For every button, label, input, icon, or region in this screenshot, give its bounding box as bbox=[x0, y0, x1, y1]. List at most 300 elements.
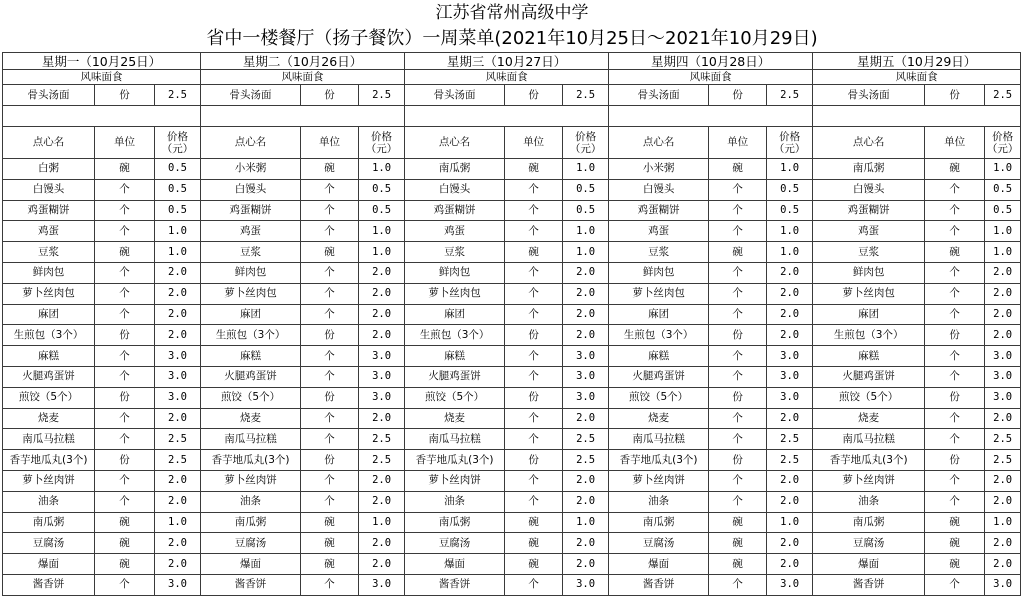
menu-title: 省中一楼餐厅（扬子餐饮）一周菜单(2021年10月25日～2021年10月29日) bbox=[206, 28, 818, 49]
item-unit: 份 bbox=[505, 450, 563, 471]
item-name: 萝卜丝肉包 bbox=[3, 283, 95, 304]
item-name: 鲜肉包 bbox=[3, 262, 95, 283]
item-unit: 份 bbox=[709, 325, 767, 346]
item-price: 0.5 bbox=[359, 200, 405, 221]
item-name: 白馒头 bbox=[609, 179, 709, 200]
item-name: 酱香饼 bbox=[405, 574, 505, 595]
item-price: 2.0 bbox=[985, 262, 1021, 283]
item-name: 煎饺（5个） bbox=[813, 387, 925, 408]
item-unit: 份 bbox=[925, 85, 985, 106]
item-name: 南瓜粥 bbox=[201, 512, 301, 533]
item-unit: 个 bbox=[505, 221, 563, 242]
item-unit: 个 bbox=[301, 179, 359, 200]
item-name: 鸡蛋糊饼 bbox=[3, 200, 95, 221]
menu-item-row bbox=[3, 574, 1021, 595]
column-header-name: 点心名 bbox=[201, 127, 301, 159]
category-label: 风味面食 bbox=[3, 70, 201, 85]
item-unit: 个 bbox=[505, 429, 563, 450]
item-name: 麻团 bbox=[813, 304, 925, 325]
item-name: 南瓜马拉糕 bbox=[405, 429, 505, 450]
item-price: 1.0 bbox=[359, 242, 405, 263]
item-price: 0.5 bbox=[155, 159, 201, 180]
item-unit: 碗 bbox=[301, 159, 359, 180]
item-unit: 个 bbox=[925, 200, 985, 221]
item-name: 生煎包（3个） bbox=[3, 325, 95, 346]
item-price: 2.0 bbox=[155, 304, 201, 325]
item-name: 小米粥 bbox=[609, 159, 709, 180]
item-price: 2.0 bbox=[155, 408, 201, 429]
item-name: 南瓜马拉糕 bbox=[609, 429, 709, 450]
item-name: 豆腐汤 bbox=[609, 533, 709, 554]
item-unit: 份 bbox=[301, 85, 359, 106]
item-name: 生煎包（3个） bbox=[405, 325, 505, 346]
menu-item-row bbox=[3, 387, 1021, 408]
item-name: 麻糕 bbox=[813, 346, 925, 367]
item-price: 0.5 bbox=[155, 200, 201, 221]
item-unit: 碗 bbox=[925, 554, 985, 575]
item-unit: 份 bbox=[95, 450, 155, 471]
item-name: 白馒头 bbox=[405, 179, 505, 200]
item-price: 3.0 bbox=[767, 387, 813, 408]
item-name: 鲜肉包 bbox=[609, 262, 709, 283]
item-unit: 份 bbox=[709, 450, 767, 471]
item-price: 2.0 bbox=[563, 325, 609, 346]
item-price: 2.0 bbox=[155, 325, 201, 346]
item-name: 爆面 bbox=[609, 554, 709, 575]
item-unit: 份 bbox=[709, 85, 767, 106]
item-name: 麻糕 bbox=[609, 346, 709, 367]
blank-cell bbox=[813, 106, 1021, 127]
item-name: 鸡蛋 bbox=[3, 221, 95, 242]
item-price: 2.5 bbox=[985, 429, 1021, 450]
item-name: 白馒头 bbox=[201, 179, 301, 200]
menu-item-row bbox=[3, 283, 1021, 304]
item-unit: 个 bbox=[709, 283, 767, 304]
item-unit: 碗 bbox=[709, 242, 767, 263]
item-price: 1.0 bbox=[767, 159, 813, 180]
item-name: 豆腐汤 bbox=[3, 533, 95, 554]
item-unit: 个 bbox=[301, 491, 359, 512]
day-header: 星期四（10月28日） bbox=[609, 53, 813, 70]
item-name: 香芋地瓜丸(3个) bbox=[3, 450, 95, 471]
item-name: 南瓜粥 bbox=[609, 512, 709, 533]
day-header: 星期五（10月29日） bbox=[813, 53, 1021, 70]
item-price: 2.0 bbox=[767, 262, 813, 283]
item-unit: 份 bbox=[301, 387, 359, 408]
bone-soup-row bbox=[3, 85, 1021, 106]
menu-item-row bbox=[3, 262, 1021, 283]
item-name: 麻团 bbox=[201, 304, 301, 325]
blank-row bbox=[3, 106, 1021, 127]
item-name: 火腿鸡蛋饼 bbox=[813, 366, 925, 387]
item-price: 3.0 bbox=[563, 387, 609, 408]
item-unit: 个 bbox=[505, 408, 563, 429]
item-name: 骨头汤面 bbox=[405, 85, 505, 106]
item-price: 3.0 bbox=[767, 574, 813, 595]
menu-item-row bbox=[3, 533, 1021, 554]
item-name: 南瓜粥 bbox=[813, 512, 925, 533]
item-price: 2.0 bbox=[155, 470, 201, 491]
item-name: 爆面 bbox=[201, 554, 301, 575]
item-price: 1.0 bbox=[563, 512, 609, 533]
item-unit: 个 bbox=[709, 574, 767, 595]
item-unit: 个 bbox=[301, 283, 359, 304]
item-name: 酱香饼 bbox=[813, 574, 925, 595]
item-unit: 个 bbox=[95, 470, 155, 491]
column-header-price: 价格（元） bbox=[155, 127, 201, 159]
item-price: 0.5 bbox=[359, 179, 405, 200]
item-price: 1.0 bbox=[563, 221, 609, 242]
item-name: 小米粥 bbox=[201, 159, 301, 180]
item-unit: 个 bbox=[709, 366, 767, 387]
item-name: 鸡蛋糊饼 bbox=[201, 200, 301, 221]
item-unit: 个 bbox=[505, 491, 563, 512]
item-name: 油条 bbox=[609, 491, 709, 512]
item-name: 煎饺（5个） bbox=[609, 387, 709, 408]
item-name: 南瓜粥 bbox=[3, 512, 95, 533]
item-name: 豆浆 bbox=[609, 242, 709, 263]
item-unit: 碗 bbox=[95, 554, 155, 575]
column-header-unit: 单位 bbox=[709, 127, 767, 159]
category-label: 风味面食 bbox=[405, 70, 609, 85]
menu-item-row bbox=[3, 429, 1021, 450]
item-price: 2.0 bbox=[359, 491, 405, 512]
item-price: 2.0 bbox=[767, 325, 813, 346]
item-price: 2.0 bbox=[563, 304, 609, 325]
item-unit: 份 bbox=[95, 325, 155, 346]
item-price: 2.5 bbox=[563, 450, 609, 471]
item-price: 2.0 bbox=[155, 533, 201, 554]
item-name: 香芋地瓜丸(3个) bbox=[405, 450, 505, 471]
item-unit: 个 bbox=[925, 283, 985, 304]
blank-cell bbox=[609, 106, 813, 127]
item-price: 2.0 bbox=[563, 554, 609, 575]
item-name: 香芋地瓜丸(3个) bbox=[813, 450, 925, 471]
item-unit: 个 bbox=[925, 408, 985, 429]
item-unit: 个 bbox=[709, 408, 767, 429]
item-unit: 碗 bbox=[709, 533, 767, 554]
item-price: 2.0 bbox=[359, 408, 405, 429]
item-name: 萝卜丝肉包 bbox=[405, 283, 505, 304]
item-name: 油条 bbox=[813, 491, 925, 512]
item-unit: 份 bbox=[505, 85, 563, 106]
column-header-name: 点心名 bbox=[609, 127, 709, 159]
item-price: 2.0 bbox=[985, 325, 1021, 346]
item-unit: 个 bbox=[925, 179, 985, 200]
item-name: 豆腐汤 bbox=[813, 533, 925, 554]
item-name: 鸡蛋糊饼 bbox=[813, 200, 925, 221]
item-price: 3.0 bbox=[359, 574, 405, 595]
item-name: 白馒头 bbox=[3, 179, 95, 200]
item-name: 烧麦 bbox=[813, 408, 925, 429]
item-unit: 碗 bbox=[301, 554, 359, 575]
item-unit: 碗 bbox=[95, 242, 155, 263]
item-unit: 个 bbox=[301, 304, 359, 325]
item-price: 3.0 bbox=[563, 346, 609, 367]
item-price: 2.0 bbox=[155, 554, 201, 575]
school-name: 江苏省常州高级中学 bbox=[435, 3, 589, 23]
item-unit: 个 bbox=[505, 283, 563, 304]
item-price: 2.0 bbox=[985, 283, 1021, 304]
item-name: 麻团 bbox=[609, 304, 709, 325]
item-unit: 个 bbox=[709, 200, 767, 221]
item-name: 鲜肉包 bbox=[201, 262, 301, 283]
item-price: 2.0 bbox=[767, 554, 813, 575]
item-name: 火腿鸡蛋饼 bbox=[405, 366, 505, 387]
item-price: 1.0 bbox=[359, 512, 405, 533]
item-name: 南瓜粥 bbox=[405, 512, 505, 533]
item-name: 爆面 bbox=[3, 554, 95, 575]
item-name: 骨头汤面 bbox=[3, 85, 95, 106]
item-unit: 个 bbox=[925, 346, 985, 367]
item-name: 萝卜丝肉饼 bbox=[3, 470, 95, 491]
item-name: 麻糕 bbox=[201, 346, 301, 367]
item-unit: 个 bbox=[505, 574, 563, 595]
item-price: 2.0 bbox=[767, 491, 813, 512]
item-name: 鲜肉包 bbox=[813, 262, 925, 283]
item-unit: 个 bbox=[505, 470, 563, 491]
item-name: 火腿鸡蛋饼 bbox=[201, 366, 301, 387]
item-name: 南瓜粥 bbox=[813, 159, 925, 180]
item-price: 0.5 bbox=[767, 200, 813, 221]
column-header-name: 点心名 bbox=[3, 127, 95, 159]
menu-item-row bbox=[3, 554, 1021, 575]
menu-item-row bbox=[3, 491, 1021, 512]
item-unit: 个 bbox=[301, 470, 359, 491]
column-header-unit: 单位 bbox=[925, 127, 985, 159]
item-price: 2.0 bbox=[155, 283, 201, 304]
item-unit: 碗 bbox=[925, 242, 985, 263]
item-name: 豆腐汤 bbox=[201, 533, 301, 554]
item-unit: 个 bbox=[301, 262, 359, 283]
item-price: 2.5 bbox=[359, 429, 405, 450]
item-unit: 份 bbox=[709, 387, 767, 408]
item-price: 3.0 bbox=[359, 346, 405, 367]
column-header-name: 点心名 bbox=[813, 127, 925, 159]
item-name: 萝卜丝肉饼 bbox=[405, 470, 505, 491]
item-price: 0.5 bbox=[767, 179, 813, 200]
item-price: 1.0 bbox=[359, 159, 405, 180]
item-name: 萝卜丝肉饼 bbox=[201, 470, 301, 491]
item-unit: 碗 bbox=[505, 512, 563, 533]
menu-item-row bbox=[3, 366, 1021, 387]
item-price: 0.5 bbox=[985, 200, 1021, 221]
item-price: 2.5 bbox=[359, 450, 405, 471]
category-row bbox=[3, 70, 1021, 85]
blank-cell bbox=[405, 106, 609, 127]
item-unit: 个 bbox=[709, 304, 767, 325]
item-unit: 个 bbox=[95, 179, 155, 200]
item-unit: 个 bbox=[505, 366, 563, 387]
item-unit: 个 bbox=[925, 221, 985, 242]
item-price: 3.0 bbox=[155, 574, 201, 595]
item-unit: 碗 bbox=[505, 159, 563, 180]
day-header: 星期二（10月26日） bbox=[201, 53, 405, 70]
column-header-unit: 单位 bbox=[301, 127, 359, 159]
item-name: 香芋地瓜丸(3个) bbox=[609, 450, 709, 471]
item-unit: 份 bbox=[95, 387, 155, 408]
item-unit: 个 bbox=[95, 366, 155, 387]
item-unit: 个 bbox=[709, 179, 767, 200]
item-name: 豆腐汤 bbox=[405, 533, 505, 554]
day-header-row bbox=[3, 53, 1021, 70]
item-unit: 碗 bbox=[301, 512, 359, 533]
menu-item-row bbox=[3, 450, 1021, 471]
item-name: 麻团 bbox=[405, 304, 505, 325]
item-name: 豆浆 bbox=[201, 242, 301, 263]
item-unit: 份 bbox=[95, 85, 155, 106]
item-unit: 碗 bbox=[505, 554, 563, 575]
item-unit: 个 bbox=[95, 408, 155, 429]
menu-item-row bbox=[3, 512, 1021, 533]
item-price: 2.5 bbox=[563, 429, 609, 450]
item-unit: 碗 bbox=[925, 159, 985, 180]
item-price: 1.0 bbox=[985, 512, 1021, 533]
item-name: 鸡蛋 bbox=[609, 221, 709, 242]
item-price: 2.5 bbox=[767, 85, 813, 106]
item-name: 萝卜丝肉饼 bbox=[609, 470, 709, 491]
item-unit: 个 bbox=[301, 429, 359, 450]
item-unit: 个 bbox=[709, 262, 767, 283]
item-name: 煎饺（5个） bbox=[201, 387, 301, 408]
item-unit: 份 bbox=[505, 325, 563, 346]
item-unit: 碗 bbox=[301, 242, 359, 263]
item-name: 香芋地瓜丸(3个) bbox=[201, 450, 301, 471]
item-price: 2.5 bbox=[767, 450, 813, 471]
item-unit: 个 bbox=[301, 346, 359, 367]
item-price: 3.0 bbox=[563, 574, 609, 595]
menu-item-row bbox=[3, 179, 1021, 200]
item-unit: 个 bbox=[925, 491, 985, 512]
item-price: 2.5 bbox=[155, 85, 201, 106]
category-label: 风味面食 bbox=[201, 70, 405, 85]
item-price: 1.0 bbox=[767, 242, 813, 263]
item-price: 3.0 bbox=[563, 366, 609, 387]
item-price: 1.0 bbox=[563, 159, 609, 180]
item-unit: 个 bbox=[95, 200, 155, 221]
item-price: 3.0 bbox=[985, 574, 1021, 595]
item-name: 油条 bbox=[3, 491, 95, 512]
item-price: 2.5 bbox=[985, 450, 1021, 471]
item-name: 骨头汤面 bbox=[609, 85, 709, 106]
item-unit: 碗 bbox=[505, 533, 563, 554]
item-unit: 个 bbox=[709, 346, 767, 367]
item-unit: 个 bbox=[505, 262, 563, 283]
item-unit: 碗 bbox=[709, 554, 767, 575]
item-name: 生煎包（3个） bbox=[201, 325, 301, 346]
item-price: 2.5 bbox=[767, 429, 813, 450]
item-name: 鸡蛋 bbox=[201, 221, 301, 242]
item-unit: 个 bbox=[301, 574, 359, 595]
item-price: 2.0 bbox=[985, 533, 1021, 554]
item-price: 3.0 bbox=[985, 387, 1021, 408]
item-unit: 碗 bbox=[925, 512, 985, 533]
category-label: 风味面食 bbox=[609, 70, 813, 85]
column-header-price: 价格（元） bbox=[985, 127, 1021, 159]
item-name: 煎饺（5个） bbox=[3, 387, 95, 408]
item-name: 油条 bbox=[201, 491, 301, 512]
item-price: 1.0 bbox=[985, 221, 1021, 242]
item-unit: 个 bbox=[925, 470, 985, 491]
item-name: 鸡蛋糊饼 bbox=[405, 200, 505, 221]
menu-item-row bbox=[3, 221, 1021, 242]
weekly-menu-table bbox=[2, 52, 1021, 596]
item-price: 1.0 bbox=[359, 221, 405, 242]
item-name: 烧麦 bbox=[3, 408, 95, 429]
item-price: 2.0 bbox=[155, 262, 201, 283]
item-name: 豆浆 bbox=[405, 242, 505, 263]
column-header-name: 点心名 bbox=[405, 127, 505, 159]
item-unit: 份 bbox=[925, 387, 985, 408]
item-unit: 个 bbox=[95, 491, 155, 512]
item-unit: 个 bbox=[95, 304, 155, 325]
item-name: 酱香饼 bbox=[201, 574, 301, 595]
item-price: 2.0 bbox=[985, 304, 1021, 325]
item-price: 2.0 bbox=[767, 283, 813, 304]
item-price: 1.0 bbox=[767, 221, 813, 242]
item-price: 2.0 bbox=[359, 304, 405, 325]
item-price: 2.0 bbox=[985, 470, 1021, 491]
item-price: 0.5 bbox=[563, 179, 609, 200]
item-price: 2.0 bbox=[359, 554, 405, 575]
item-name: 爆面 bbox=[405, 554, 505, 575]
item-price: 2.0 bbox=[767, 470, 813, 491]
menu-item-row bbox=[3, 304, 1021, 325]
menu-item-row bbox=[3, 470, 1021, 491]
item-name: 烧麦 bbox=[405, 408, 505, 429]
item-price: 2.0 bbox=[767, 408, 813, 429]
menu-item-row bbox=[3, 346, 1021, 367]
item-unit: 个 bbox=[95, 574, 155, 595]
item-price: 2.0 bbox=[767, 304, 813, 325]
item-price: 0.5 bbox=[155, 179, 201, 200]
column-header-row bbox=[3, 127, 1021, 159]
item-unit: 个 bbox=[301, 200, 359, 221]
column-header-unit: 单位 bbox=[95, 127, 155, 159]
column-header-price: 价格（元） bbox=[563, 127, 609, 159]
item-unit: 碗 bbox=[95, 533, 155, 554]
item-name: 白粥 bbox=[3, 159, 95, 180]
item-unit: 份 bbox=[301, 450, 359, 471]
item-name: 鸡蛋 bbox=[405, 221, 505, 242]
item-name: 南瓜马拉糕 bbox=[3, 429, 95, 450]
item-price: 3.0 bbox=[985, 366, 1021, 387]
item-unit: 碗 bbox=[709, 512, 767, 533]
item-price: 0.5 bbox=[563, 200, 609, 221]
item-price: 3.0 bbox=[767, 346, 813, 367]
menu-item-row bbox=[3, 242, 1021, 263]
item-price: 1.0 bbox=[563, 242, 609, 263]
item-name: 火腿鸡蛋饼 bbox=[3, 366, 95, 387]
blank-cell bbox=[3, 106, 201, 127]
column-header-price: 价格（元） bbox=[767, 127, 813, 159]
item-unit: 碗 bbox=[925, 533, 985, 554]
item-price: 2.0 bbox=[563, 491, 609, 512]
item-name: 油条 bbox=[405, 491, 505, 512]
item-name: 萝卜丝肉包 bbox=[201, 283, 301, 304]
item-price: 1.0 bbox=[985, 159, 1021, 180]
item-unit: 个 bbox=[709, 470, 767, 491]
item-unit: 个 bbox=[505, 346, 563, 367]
item-price: 2.0 bbox=[563, 283, 609, 304]
item-name: 麻糕 bbox=[3, 346, 95, 367]
item-unit: 个 bbox=[95, 262, 155, 283]
item-unit: 个 bbox=[95, 283, 155, 304]
column-header-unit: 单位 bbox=[505, 127, 563, 159]
day-header: 星期三（10月27日） bbox=[405, 53, 609, 70]
item-price: 3.0 bbox=[767, 366, 813, 387]
item-name: 南瓜粥 bbox=[405, 159, 505, 180]
